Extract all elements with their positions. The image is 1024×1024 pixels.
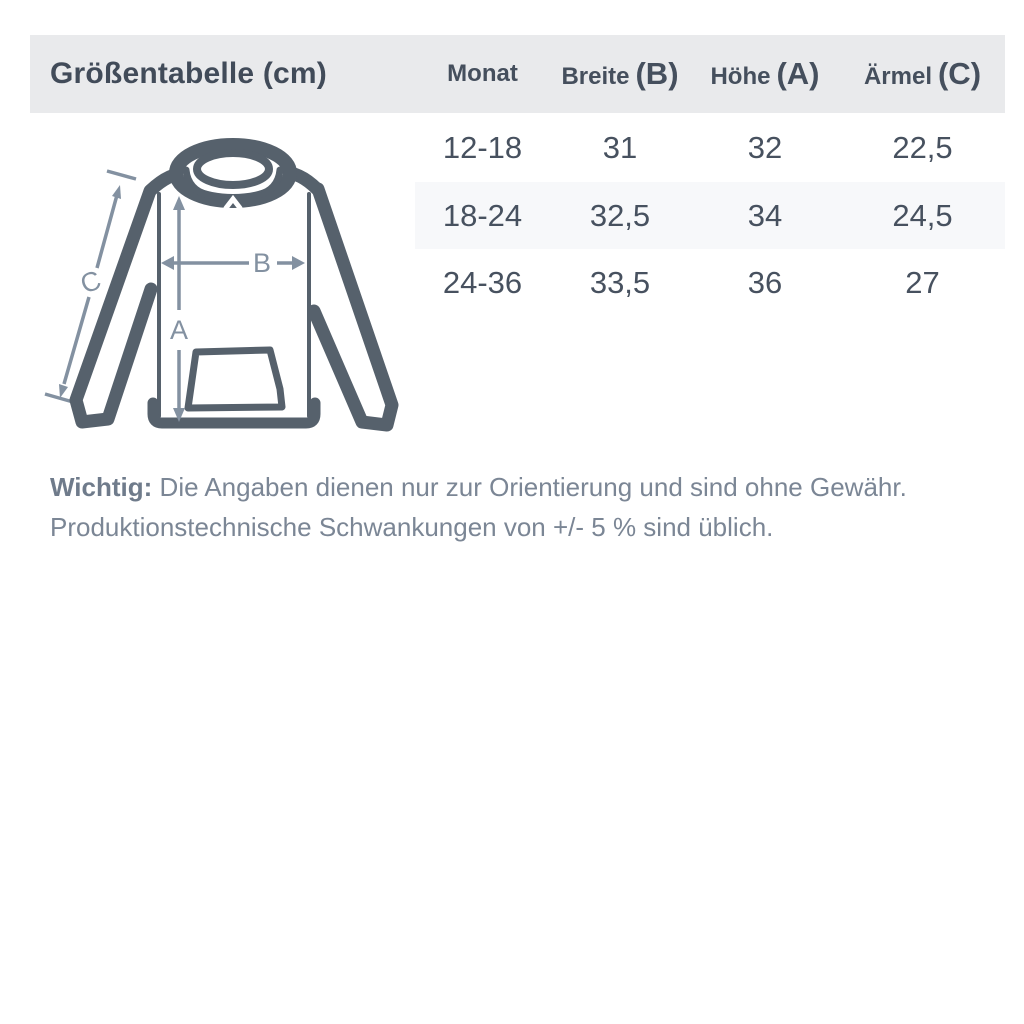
page-title: Größentabelle (cm) bbox=[50, 57, 327, 90]
footer-line-1-text: Die Angaben dienen nur zur Orientierung und sind ohne Gewähr. bbox=[152, 472, 907, 502]
table-cell-hoehe: 36 bbox=[747, 265, 783, 300]
table-cell-breite: 32,5 bbox=[589, 197, 651, 233]
arrowhead-c-bottom bbox=[59, 384, 68, 398]
column-header-row bbox=[415, 35, 1005, 113]
table-row bbox=[415, 249, 1005, 317]
dimension-label-b: B bbox=[252, 248, 272, 278]
table-cell-aermel: 24,5 bbox=[892, 197, 953, 233]
column-header-breite bbox=[550, 56, 690, 92]
table-cell-breite: 31 bbox=[602, 129, 638, 165]
table-cell-breite: 33,5 bbox=[589, 265, 651, 300]
arrowhead-c-top bbox=[112, 185, 121, 199]
size-table bbox=[415, 113, 1005, 317]
table-cell-aermel: 22,5 bbox=[892, 129, 953, 165]
table-cell-aermel: 27 bbox=[905, 265, 940, 300]
header-band bbox=[30, 35, 1005, 113]
hoodie-illustration bbox=[40, 128, 430, 458]
table-row bbox=[415, 182, 1005, 249]
column-header-paren: (B) bbox=[635, 56, 679, 91]
table-cell-monat: 18-24 bbox=[442, 197, 523, 233]
footer-note bbox=[50, 467, 980, 547]
column-header-label: Höhe bbox=[710, 63, 771, 90]
column-header-label: Breite bbox=[561, 63, 630, 90]
column-header-hoehe bbox=[690, 56, 840, 92]
hoodie-diagram bbox=[40, 128, 430, 458]
arrowhead-a-top bbox=[173, 196, 185, 210]
footer-line-2: Produktionstechnische Schwankungen von +/- 5 % sind üblich. bbox=[50, 512, 774, 542]
arrowhead-b-right bbox=[292, 256, 305, 270]
footer-important-label: Wichtig: bbox=[50, 472, 153, 502]
column-header-paren: (A) bbox=[776, 56, 820, 91]
table-cell-monat: 12-18 bbox=[442, 129, 523, 165]
column-header-label: Ärmel bbox=[863, 63, 932, 90]
column-header-label: Monat bbox=[447, 60, 518, 87]
dimension-label-c: C bbox=[76, 264, 105, 300]
table-row bbox=[415, 113, 1005, 182]
hood bbox=[176, 145, 290, 208]
table-cell-hoehe: 34 bbox=[747, 197, 783, 233]
footer-line-1 bbox=[50, 467, 980, 507]
arrowhead-b-left bbox=[161, 256, 174, 270]
dimension-label-a: A bbox=[169, 315, 189, 345]
column-header-paren: (C) bbox=[937, 56, 982, 91]
pocket bbox=[188, 350, 282, 408]
table-cell-monat: 24-36 bbox=[442, 265, 523, 300]
column-header-aermel bbox=[840, 56, 1005, 92]
column-header-monat bbox=[415, 60, 550, 88]
table-cell-hoehe: 32 bbox=[747, 129, 783, 165]
